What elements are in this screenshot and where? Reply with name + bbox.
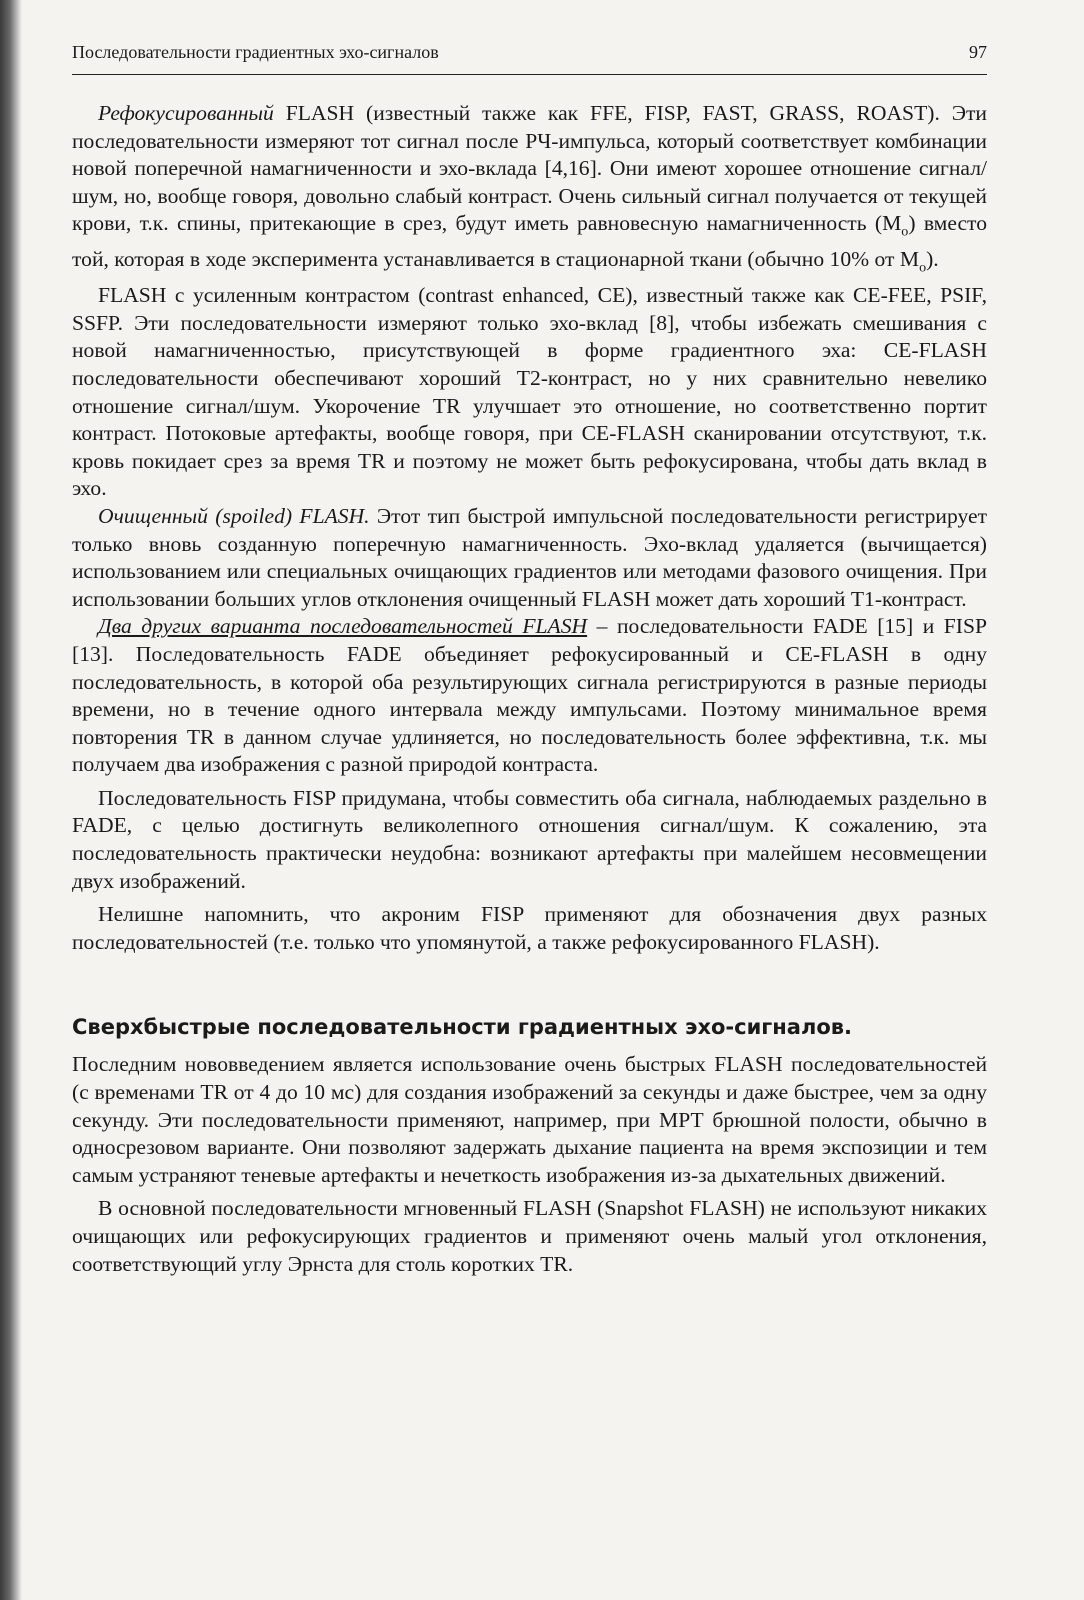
paragraph-fisp-acronym: Нелишне напомнить, что акроним FISP применяют для обозначения двух разных последовательностей (т.е. только что упомянутой, а также рефокусированного FLASH). (72, 902, 987, 954)
running-header (72, 42, 987, 63)
paragraph-snapshot-flash: В основной последовательности мгновенный FLASH (Snapshot FLASH) не используют никаких очищающих или рефокусирующих градиентов и применяют очень малый угол отклонения, соответствующий углу Эрнста для столь коротких TR. (72, 1196, 987, 1276)
header-rule (72, 74, 987, 75)
page-number: 97 (969, 42, 987, 62)
paragraph-text: ). (926, 247, 939, 272)
paragraph-fade-fisp (72, 613, 987, 779)
subscript: o (901, 223, 909, 240)
paragraph-text: ) вместо той, которая в ходе эксперимента устанавливается в стационарной ткани (обычно 10% от M (72, 211, 987, 272)
page-body (72, 100, 987, 1278)
page-binding-shadow (0, 0, 22, 1600)
paragraph-refocused-flash (72, 100, 987, 282)
section-heading: Сверхбыстрые последовательности градиентных эхо-сигналов. (72, 1015, 853, 1040)
paragraph-text: Этот тип быстрой импульсной последовательности регистрирует только вновь созданную поперечную намагниченность. Эхо-вклад удаляется (вычищается) использованием или специальных очищающих градиентов или методами фазового очищения. При использовании больших углов отклонения очищенный FLASH может дать хороший T1-контраст. (72, 503, 988, 611)
term-spoiled: Очищенный (spoiled) FLASH. (98, 503, 370, 528)
subscript: o (919, 259, 927, 276)
running-header-title: Последовательности градиентных эхо-сигналов (72, 42, 439, 62)
term-refocused: Рефокусированный (98, 101, 274, 125)
paragraph-text: – последовательности FADE [15] и FISP [13]. Последовательность FADE объединяет рефокусированный и CE-FLASH в одну последовательность, в которой оба результирующих сигнала регистрируются в разные периоды времени, но в течение одного интервала между импульсами. Поэтому минимальное время повторения TR в данном случае удлиняется, но последовательность более эффективна, т.к. мы получаем два изображения с разной природой контраста. (72, 614, 987, 777)
paragraph-ce-flash: FLASH с усиленным контрастом (contrast enhanced, CE), известный также как CE-FEE, PSIF, SSFP. Эти последовательности измеряют только эхо-вклад [8], чтобы избежать смешивания с новой намагниченностью, присутствующей в форме градиентного эха: CE-FLASH последовательности обеспечивают хороший T2-контраст, но у них сравнительно невелико отношение сигнал/шум. Укорочение TR улучшает это отношение, но соответственно портит контраст. Потоковые артефакты, вообще говоря, при CE-FLASH сканировании отсутствуют, т.к. кровь покидает срез за время TR и поэтому не может быть рефокусирована, чтобы дать вклад в эхо. (72, 283, 987, 501)
term-two-variants: Два других варианта последовательностей FLASH (98, 614, 588, 639)
paragraph-spoiled-flash (72, 503, 987, 613)
paragraph-text: FLASH (известный также как FFE, FISP, FAST, GRASS, ROAST). Эти последовательности измеряют тот сигнал после РЧ-импульса, который соответствует комбинации новой поперечной намагниченности и эхо-вклада [4,16]. Они имеют хорошее отношение сигнал/шум, но, вообще говоря, довольно слабый контраст. Очень сильный сигнал получается от текущей крови, т.к. спины, притекающие в срез, будут иметь равновесную намагниченность (M (72, 101, 987, 236)
paragraph-ultrafast: Последним нововведением является использование очень быстрых FLASH последовательностей (с временами TR от 4 до 10 мс) для создания изображений за секунды и даже быстрее, чем за одну секунду. Эти последовательности применяют, например, при МРТ брюшной полости, обычно в односрезовом варианте. Они позволяют задержать дыхание пациента на время экспозиции и тем самым устраняют теневые артефакты и нечеткость изображения из-за дыхательных движений. (72, 1052, 987, 1187)
paragraph-fisp: Последовательность FISP придумана, чтобы совместить оба сигнала, наблюдаемых раздельно в FADE, с целью достигнуть великолепного отношения сигнал/шум. К сожалению, эта последовательность практически неудобна: возникают артефакты при малейшем несовмещении двух изображений. (72, 785, 987, 893)
